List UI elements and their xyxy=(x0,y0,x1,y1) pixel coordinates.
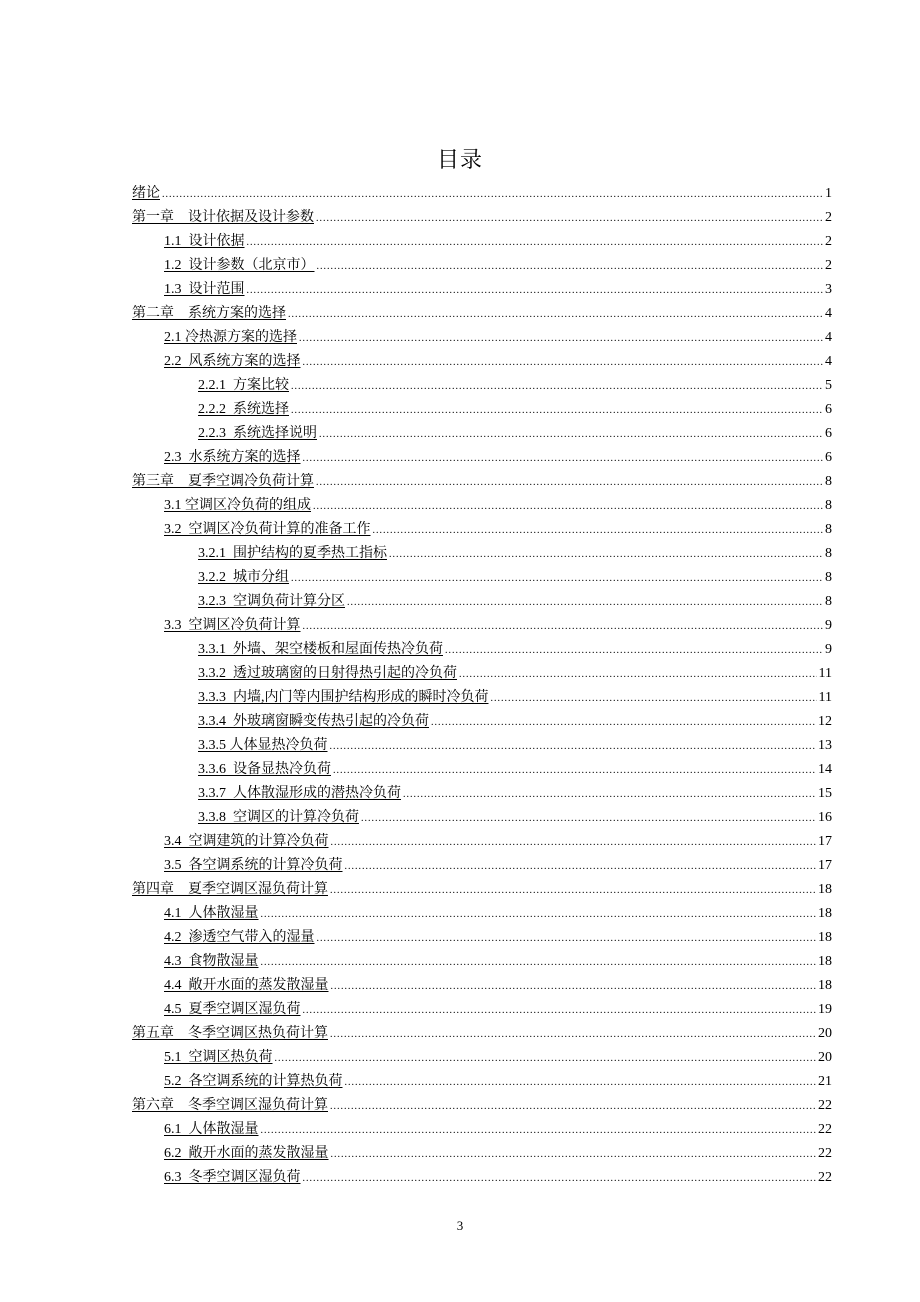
toc-entry-link[interactable]: 1.1 设计依据 xyxy=(164,234,245,249)
toc-dot-leader xyxy=(347,591,823,615)
toc-dot-leader xyxy=(345,855,817,879)
toc-entry-link[interactable]: 3.4 空调建筑的计算冷负荷 xyxy=(164,834,329,849)
toc-dot-leader xyxy=(291,567,823,591)
toc-entry[interactable] xyxy=(132,470,832,494)
toc-entry-page: 8 xyxy=(825,522,832,537)
toc-entry-page: 2 xyxy=(825,258,832,273)
toc-entry-link[interactable]: 3.3.6 设备显热冷负荷 xyxy=(198,762,331,777)
toc-dot-leader xyxy=(389,543,823,567)
toc-dot-leader xyxy=(313,495,823,519)
toc-dot-leader xyxy=(261,951,817,975)
toc-entry-link[interactable]: 2.2.2 系统选择 xyxy=(198,402,289,417)
toc-dot-leader xyxy=(331,831,817,855)
toc-entry-link[interactable]: 6.2 敞开水面的蒸发散湿量 xyxy=(164,1146,329,1161)
toc-dot-leader xyxy=(303,615,824,639)
toc-entry-link[interactable]: 3.3.1 外墙、架空楼板和屋面传热冷负荷 xyxy=(198,642,443,657)
page-number: 3 xyxy=(456,1218,464,1233)
toc-entry[interactable] xyxy=(132,734,832,758)
toc-entry-page: 4 xyxy=(825,306,832,321)
toc-entry-page: 16 xyxy=(818,810,832,825)
toc-entry-page: 17 xyxy=(818,858,832,873)
toc-entry[interactable] xyxy=(132,662,832,686)
toc-entry-page: 8 xyxy=(825,474,832,489)
toc-entry[interactable] xyxy=(132,950,832,974)
toc-entry[interactable] xyxy=(132,974,832,998)
toc-dot-leader xyxy=(303,1167,817,1191)
toc-dot-leader xyxy=(303,999,817,1023)
toc-dot-leader xyxy=(330,879,816,903)
toc-entry[interactable] xyxy=(132,998,832,1022)
toc-dot-leader xyxy=(291,399,823,423)
toc-entry-link[interactable]: 3.3.8 空调区的计算冷负荷 xyxy=(198,810,359,825)
toc-entry-link[interactable]: 5.1 空调区热负荷 xyxy=(164,1050,273,1065)
toc-entry-link[interactable]: 3.3.5 人体显热冷负荷 xyxy=(198,738,328,753)
toc-entry[interactable] xyxy=(132,1166,832,1190)
toc-dot-leader xyxy=(275,1047,817,1071)
toc-dot-leader xyxy=(345,1071,817,1095)
toc-entry-link[interactable]: 5.2 各空调系统的计算热负荷 xyxy=(164,1074,343,1089)
toc-entry-link[interactable]: 4.1 人体散湿量 xyxy=(164,906,259,921)
toc-entry-page: 4 xyxy=(825,354,832,369)
toc-entry-link[interactable]: 2.1 冷热源方案的选择 xyxy=(164,330,297,345)
toc-dot-leader xyxy=(361,807,816,831)
toc-entry-link[interactable]: 4.2 渗透空气带入的湿量 xyxy=(164,930,315,945)
toc-entry-link[interactable]: 3.2.2 城市分组 xyxy=(198,570,289,585)
toc-entry-page: 18 xyxy=(818,954,832,969)
toc-entry-link[interactable]: 3.3.4 外玻璃窗瞬变传热引起的冷负荷 xyxy=(198,714,429,729)
toc-dot-leader xyxy=(261,903,817,927)
toc-entry[interactable] xyxy=(132,1022,832,1046)
toc-dot-leader xyxy=(303,447,824,471)
toc-entry-page: 20 xyxy=(818,1026,832,1041)
toc-entry-page: 5 xyxy=(825,378,832,393)
toc-entry-page: 19 xyxy=(818,1002,832,1017)
toc-entry-link[interactable]: 第四章 夏季空调区湿负荷计算 xyxy=(132,882,328,897)
toc-dot-leader xyxy=(247,279,824,303)
toc-dot-leader xyxy=(373,519,824,543)
toc-dot-leader xyxy=(319,423,823,447)
toc-entry-page: 6 xyxy=(825,426,832,441)
toc-entry-link[interactable]: 第二章 系统方案的选择 xyxy=(132,306,286,321)
toc-entry[interactable] xyxy=(132,782,832,806)
toc-entry[interactable] xyxy=(132,398,832,422)
toc-entry-link[interactable]: 3.2 空调区冷负荷计算的准备工作 xyxy=(164,522,371,537)
toc-entry[interactable] xyxy=(132,1070,832,1094)
toc-entry-link[interactable]: 3.3.2 透过玻璃窗的日射得热引起的冷负荷 xyxy=(198,666,457,681)
toc-dot-leader xyxy=(316,207,823,231)
toc-entry[interactable] xyxy=(132,854,832,878)
toc-entry-page: 12 xyxy=(818,714,832,729)
toc-entry-page: 20 xyxy=(818,1050,832,1065)
toc-entry-link[interactable]: 2.2.3 系统选择说明 xyxy=(198,426,317,441)
toc-entry[interactable] xyxy=(132,518,832,542)
toc-entry-page: 8 xyxy=(825,546,832,561)
toc-entry-link[interactable]: 3.1 空调区冷负荷的组成 xyxy=(164,498,311,513)
toc-entry-link[interactable]: 4.5 夏季空调区湿负荷 xyxy=(164,1002,301,1017)
toc-entry[interactable] xyxy=(132,182,832,206)
toc-entry[interactable] xyxy=(132,638,832,662)
toc-dot-leader xyxy=(331,975,817,999)
toc-entry[interactable] xyxy=(132,878,832,902)
toc-entry[interactable] xyxy=(132,350,832,374)
toc-entry[interactable] xyxy=(132,542,832,566)
toc-entry[interactable] xyxy=(132,710,832,734)
toc-entry-link[interactable]: 4.3 食物散湿量 xyxy=(164,954,259,969)
toc-entry-page: 2 xyxy=(825,210,832,225)
toc-entry-link[interactable]: 2.2 风系统方案的选择 xyxy=(164,354,301,369)
toc-entry[interactable] xyxy=(132,206,832,230)
toc-entry[interactable] xyxy=(132,1094,832,1118)
toc-dot-leader xyxy=(331,1143,817,1167)
toc-entry-page: 22 xyxy=(818,1098,832,1113)
toc-entry-page: 11 xyxy=(818,666,832,681)
toc-entry-page: 18 xyxy=(818,906,832,921)
toc-entry[interactable] xyxy=(132,902,832,926)
toc-entry-link[interactable]: 3.2.3 空调负荷计算分区 xyxy=(198,594,345,609)
toc-dot-leader xyxy=(317,255,824,279)
toc-entry-page: 8 xyxy=(825,498,832,513)
toc-entry-page: 11 xyxy=(818,690,832,705)
toc-dot-leader xyxy=(445,639,823,663)
toc-entry-link[interactable]: 第六章 冬季空调区湿负荷计算 xyxy=(132,1098,328,1113)
toc-entry[interactable] xyxy=(132,590,832,614)
toc-dot-leader xyxy=(299,327,823,351)
toc-entry-page: 21 xyxy=(818,1074,832,1089)
toc-dot-leader xyxy=(330,735,817,759)
toc-entry-page: 22 xyxy=(818,1170,832,1185)
toc-entry-page: 14 xyxy=(818,762,832,777)
toc-entry-page: 18 xyxy=(818,882,832,897)
toc-entry[interactable] xyxy=(132,686,832,710)
toc-entry-page: 9 xyxy=(825,618,832,633)
toc-dot-leader xyxy=(491,687,817,711)
toc-entry[interactable] xyxy=(132,1118,832,1142)
toc-dot-leader xyxy=(303,351,824,375)
toc-entry[interactable] xyxy=(132,230,832,254)
toc-entry-page: 4 xyxy=(825,330,832,345)
toc-entry[interactable] xyxy=(132,614,832,638)
toc-entry[interactable] xyxy=(132,1046,832,1070)
toc-entry-page: 1 xyxy=(825,186,832,201)
toc-entry-page: 22 xyxy=(818,1122,832,1137)
toc-entry[interactable] xyxy=(132,302,832,326)
toc-entry-link[interactable]: 第一章 设计依据及设计参数 xyxy=(132,210,314,225)
toc-entry-link[interactable]: 3.3.7 人体散湿形成的潜热冷负荷 xyxy=(198,786,401,801)
toc-entry-link[interactable]: 4.4 敞开水面的蒸发散湿量 xyxy=(164,978,329,993)
toc-dot-leader xyxy=(291,375,823,399)
toc-dot-leader xyxy=(317,927,817,951)
toc-entry[interactable] xyxy=(132,806,832,830)
toc-entry-page: 15 xyxy=(818,786,832,801)
toc-entry-link[interactable]: 3.3 空调区冷负荷计算 xyxy=(164,618,301,633)
toc-entry[interactable] xyxy=(132,494,832,518)
toc-entry-page: 18 xyxy=(818,978,832,993)
toc-dot-leader xyxy=(261,1119,817,1143)
toc-dot-leader xyxy=(330,1023,816,1047)
toc-entry-link[interactable]: 2.3 水系统方案的选择 xyxy=(164,450,301,465)
toc-entry-page: 2 xyxy=(825,234,832,249)
toc-dot-leader xyxy=(330,1095,816,1119)
toc-dot-leader xyxy=(288,303,823,327)
toc-entry-link[interactable]: 1.3 设计范围 xyxy=(164,282,245,297)
toc-entry-link[interactable]: 3.2.1 围护结构的夏季热工指标 xyxy=(198,546,387,561)
toc-entry-link[interactable]: 第三章 夏季空调冷负荷计算 xyxy=(132,474,314,489)
toc-entry-page: 8 xyxy=(825,570,832,585)
toc-entry-page: 17 xyxy=(818,834,832,849)
toc-entry-link[interactable]: 3.3.3 内墙,内门等内围护结构形成的瞬时冷负荷 xyxy=(198,690,489,705)
toc-entry[interactable] xyxy=(132,446,832,470)
toc-entry-page: 18 xyxy=(818,930,832,945)
toc-entry-page: 22 xyxy=(818,1146,832,1161)
toc-entry[interactable] xyxy=(132,326,832,350)
toc-entry-page: 13 xyxy=(818,738,832,753)
table-of-contents xyxy=(132,182,832,1190)
toc-entry-page: 6 xyxy=(825,402,832,417)
toc-entry-link[interactable]: 3.5 各空调系统的计算冷负荷 xyxy=(164,858,343,873)
toc-dot-leader xyxy=(333,759,816,783)
toc-entry[interactable] xyxy=(132,422,832,446)
toc-title: 目录 xyxy=(436,147,483,172)
toc-entry-link[interactable]: 第五章 冬季空调区热负荷计算 xyxy=(132,1026,328,1041)
toc-dot-leader xyxy=(459,663,817,687)
toc-entry[interactable] xyxy=(132,374,832,398)
toc-entry[interactable] xyxy=(132,278,832,302)
toc-entry-link[interactable]: 1.2 设计参数（北京市） xyxy=(164,258,315,273)
toc-entry[interactable] xyxy=(132,1142,832,1166)
toc-entry-page: 9 xyxy=(825,642,832,657)
toc-entry-link[interactable]: 6.1 人体散湿量 xyxy=(164,1122,259,1137)
toc-entry[interactable] xyxy=(132,254,832,278)
toc-entry[interactable] xyxy=(132,758,832,782)
toc-entry[interactable] xyxy=(132,830,832,854)
toc-dot-leader xyxy=(247,231,824,255)
toc-dot-leader xyxy=(431,711,816,735)
toc-dot-leader xyxy=(162,183,823,207)
toc-entry[interactable] xyxy=(132,566,832,590)
toc-entry-link[interactable]: 绪论 xyxy=(132,186,160,201)
toc-dot-leader xyxy=(316,471,823,495)
toc-entry-page: 3 xyxy=(825,282,832,297)
toc-dot-leader xyxy=(403,783,816,807)
toc-entry-link[interactable]: 2.2.1 方案比较 xyxy=(198,378,289,393)
toc-entry-link[interactable]: 6.3 冬季空调区湿负荷 xyxy=(164,1170,301,1185)
toc-entry[interactable] xyxy=(132,926,832,950)
toc-entry-page: 8 xyxy=(825,594,832,609)
toc-entry-page: 6 xyxy=(825,450,832,465)
